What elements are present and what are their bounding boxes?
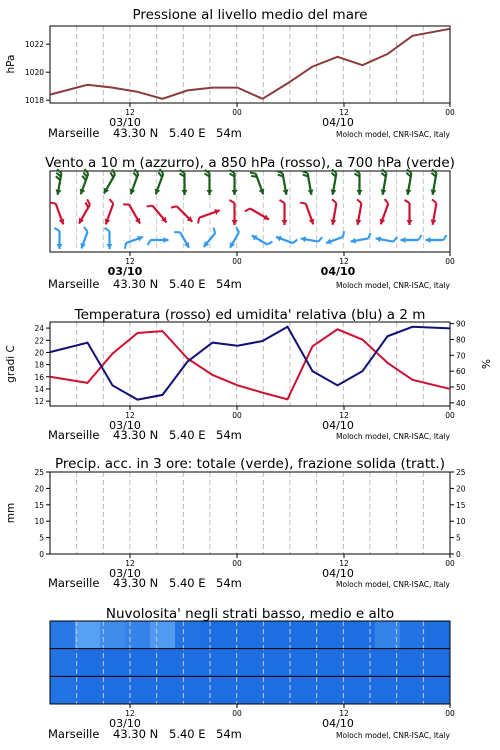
cloud-cell-alto: [50, 621, 76, 649]
wind-arrow-10m: [376, 236, 398, 242]
wind-barb: [419, 235, 422, 240]
wind-barb: [83, 172, 87, 177]
humidity-axis-label: %: [481, 359, 493, 369]
wind-barb: [50, 203, 56, 204]
hour-tick-label: 00: [232, 559, 242, 568]
wind-arrow-700hPa: [155, 169, 164, 194]
station-lat: 43.30 N: [113, 428, 159, 442]
y-tick-label-right: 80: [456, 335, 466, 345]
wind-arrow-700hPa: [56, 169, 62, 194]
wind-arrow-700hPa: [302, 171, 313, 195]
wind-barb: [105, 228, 110, 231]
wind-head: [282, 220, 288, 225]
y-tick-label-right: 0: [456, 550, 461, 559]
model-credit: Moloch model, CNR-ISAC, Italy: [336, 731, 450, 740]
hour-tick-label: 00: [445, 108, 455, 117]
wind-arrow-850hPa: [198, 209, 220, 223]
y-tick-label-right: 70: [456, 351, 466, 361]
cloud-panel: [48, 621, 455, 741]
station-lon: 5.40 E: [169, 126, 206, 140]
hour-tick-label: 12: [125, 257, 135, 266]
station-lat: 43.30 N: [113, 277, 159, 291]
wind-barb: [293, 239, 298, 243]
wind-head: [164, 237, 169, 243]
chart-title: Precip. acc. in 3 ore: totale (verde), frazione solida (tratt.): [55, 456, 445, 472]
y-tick-label-right: 25: [456, 468, 466, 477]
cloud-cell-basso: [425, 676, 451, 704]
date-label: 04/10: [322, 116, 354, 129]
cloud-cell-medio: [50, 649, 76, 677]
cloud-cell-medio: [150, 649, 176, 677]
hour-tick-label: 12: [339, 257, 349, 266]
station-name: Marseille: [48, 428, 100, 442]
hour-tick-label: 00: [232, 709, 242, 718]
y-tick-label: 14: [34, 384, 44, 394]
temperature-line: [50, 329, 450, 399]
date-label: 03/10: [107, 265, 143, 278]
station-lon: 5.40 E: [169, 428, 206, 442]
cloud-cell-alto: [125, 621, 151, 649]
wind-arrow-700hPa: [355, 170, 363, 195]
pressure-axis-label: hPa: [5, 54, 17, 74]
wind-barb: [332, 199, 336, 203]
wind-arrow-10m: [276, 236, 297, 243]
plot-frame: [50, 26, 450, 103]
y-tick-label: 10: [34, 517, 44, 527]
wind-head: [232, 190, 238, 195]
temperature-axis-label: gradi C: [5, 345, 17, 383]
chart-title: Vento a 10 m (azzurro), a 850 hPa (rosso), a 700 hPa (verde): [45, 155, 455, 171]
hour-tick-label: 12: [125, 559, 135, 568]
cloud-cell-alto: [425, 621, 451, 649]
date-label: 04/10: [320, 265, 356, 278]
wind-arrow-850hPa: [380, 199, 389, 224]
chart-title: Pressione al livello medio del mare: [132, 7, 368, 23]
wind-arrow-850hPa: [280, 200, 288, 225]
wind-head: [182, 190, 188, 195]
wind-head: [357, 190, 363, 195]
wind-head: [57, 244, 63, 249]
wind-barb: [385, 199, 389, 204]
hour-tick-label: 12: [339, 411, 349, 420]
hour-tick-label: 12: [125, 108, 135, 117]
wind-arrow-850hPa: [50, 203, 64, 225]
wind-barb: [357, 199, 361, 203]
y-tick-label-right: 20: [456, 484, 466, 494]
wind-arrow-10m: [326, 231, 344, 244]
hour-tick-label: 00: [445, 257, 455, 266]
station-elev: 54m: [216, 428, 242, 442]
wind-arrow-700hPa: [80, 169, 89, 194]
wind-arrow-700hPa: [406, 169, 412, 194]
wind-arrow-700hPa: [104, 169, 115, 193]
cloud-cell-basso: [250, 676, 276, 704]
cloud-cell-medio: [250, 649, 276, 677]
precip-axis-label: mm: [5, 502, 17, 524]
y-tick-label: 24: [34, 324, 44, 334]
y-tick-label: 1018: [24, 96, 44, 106]
y-tick-label: 1020: [24, 68, 44, 78]
wind-arrow-850hPa: [356, 199, 362, 224]
cloud-cell-medio: [400, 649, 426, 677]
cloud-cell-alto: [250, 621, 276, 649]
y-tick-label: 15: [34, 500, 44, 510]
cloud-cell-alto: [400, 621, 426, 649]
wind-arrow-850hPa: [331, 199, 337, 224]
cloud-cell-basso: [200, 676, 226, 704]
date-label: 04/10: [322, 717, 354, 730]
station-lat: 43.30 N: [113, 576, 159, 590]
wind-barb: [148, 240, 151, 245]
cloud-cell-alto: [200, 621, 226, 649]
cloud-cell-basso: [225, 676, 251, 704]
cloud-cell-medio: [225, 649, 251, 677]
wind-barb: [405, 200, 410, 203]
precipitation-panel: [5, 468, 466, 590]
cloud-cell-medio: [350, 649, 376, 677]
y-tick-label: 20: [34, 484, 44, 494]
y-tick-label-right: 90: [456, 319, 466, 329]
y-tick-label-right: 5: [456, 533, 461, 543]
cloud-cell-medio: [75, 649, 101, 677]
wind-barb: [230, 200, 235, 203]
wind-panel: [48, 169, 455, 291]
date-label: 03/10: [109, 116, 141, 129]
wind-barb: [125, 243, 126, 249]
hour-tick-label: 00: [232, 257, 242, 266]
wind-arrow-10m: [351, 233, 371, 244]
date-label: 03/10: [109, 419, 141, 432]
model-credit: Moloch model, CNR-ISAC, Italy: [336, 281, 450, 290]
wind-arrow-850hPa: [300, 203, 314, 225]
wind-barb: [110, 172, 113, 177]
cloud-cell-basso: [125, 676, 151, 704]
wind-arrow-850hPa: [79, 199, 90, 223]
y-tick-label-right: 10: [456, 517, 466, 527]
cloud-cell-alto: [275, 621, 301, 649]
wind-arrow-700hPa: [180, 170, 188, 195]
wind-head: [207, 190, 213, 195]
cloud-cell-basso: [325, 676, 351, 704]
wind-arrow-10m: [80, 227, 87, 248]
cloud-cell-alto: [175, 621, 201, 649]
wind-barb: [85, 202, 88, 207]
wind-head: [107, 244, 113, 249]
y-tick-label-right: 50: [456, 382, 466, 392]
y-tick-label: 22: [34, 336, 44, 346]
wind-barb: [444, 235, 447, 240]
wind-barb: [318, 237, 322, 241]
wind-barb: [87, 199, 90, 204]
station-lon: 5.40 E: [169, 727, 206, 741]
wind-barb: [300, 203, 306, 204]
wind-arrow-10m: [426, 235, 447, 243]
wind-arrow-700hPa: [431, 169, 437, 194]
wind-arrow-700hPa: [250, 173, 264, 195]
model-credit: Moloch model, CNR-ISAC, Italy: [336, 432, 450, 441]
wind-barb: [343, 231, 344, 237]
cloud-cell-alto: [150, 621, 176, 649]
wind-arrow-10m: [230, 227, 239, 248]
y-tick-label-right: 40: [456, 398, 466, 408]
wind-barb: [84, 227, 88, 232]
station-name: Marseille: [48, 277, 100, 291]
wind-arrow-850hPa: [245, 209, 269, 220]
cloud-cell-alto: [325, 621, 351, 649]
cloud-cell-medio: [175, 649, 201, 677]
y-tick-label: 25: [34, 468, 44, 477]
y-tick-label: 1022: [24, 40, 44, 50]
y-tick-label: 20: [34, 348, 44, 358]
cloud-cell-alto: [75, 621, 101, 649]
y-tick-label: 0: [39, 550, 44, 559]
cloud-cell-basso: [400, 676, 426, 704]
station-name: Marseille: [48, 727, 100, 741]
pressure-line: [50, 29, 450, 99]
y-tick-label-right: 15: [456, 500, 466, 510]
date-label: 03/10: [109, 717, 141, 730]
y-tick-label: 16: [34, 372, 44, 382]
station-lon: 5.40 E: [169, 277, 206, 291]
cloud-cell-basso: [50, 676, 76, 704]
wind-arrow-700hPa: [381, 169, 387, 194]
cloud-cell-medio: [200, 649, 226, 677]
wind-arrow-10m: [55, 228, 63, 249]
hour-tick-label: 00: [445, 559, 455, 568]
station-elev: 54m: [216, 576, 242, 590]
wind-barb: [158, 172, 162, 177]
wind-barb: [250, 173, 256, 174]
cloud-cell-medio: [300, 649, 326, 677]
pressure-panel: [5, 26, 455, 140]
hour-tick-label: 12: [339, 559, 349, 568]
cloud-cell-basso: [300, 676, 326, 704]
y-tick-label: 12: [34, 397, 44, 407]
wind-arrow-700hPa: [205, 170, 213, 195]
plot-frame: [50, 472, 450, 554]
station-lat: 43.30 N: [113, 126, 159, 140]
wind-arrow-850hPa: [171, 206, 192, 222]
cloud-cell-basso: [75, 676, 101, 704]
wind-arrow-700hPa: [331, 169, 337, 194]
cloud-cell-basso: [175, 676, 201, 704]
cloud-cell-alto: [225, 621, 251, 649]
wind-arrow-850hPa: [405, 200, 413, 225]
cloud-cell-basso: [150, 676, 176, 704]
wind-arrow-10m: [148, 237, 169, 245]
wind-barb: [245, 209, 250, 212]
station-lon: 5.40 E: [169, 576, 206, 590]
wind-arrow-10m: [401, 235, 422, 243]
date-label: 03/10: [109, 567, 141, 580]
wind-arrow-850hPa: [431, 199, 437, 224]
station-name: Marseille: [48, 576, 100, 590]
wind-barb: [110, 199, 114, 204]
wind-arrow-10m: [252, 235, 273, 244]
station-name: Marseille: [48, 126, 100, 140]
wind-arrow-700hPa: [130, 169, 139, 194]
wind-arrow-10m: [125, 236, 143, 249]
hour-tick-label: 00: [445, 709, 455, 718]
wind-barb: [432, 199, 436, 203]
hour-tick-label: 00: [232, 411, 242, 420]
wind-head: [407, 220, 413, 225]
cloud-cell-medio: [275, 649, 301, 677]
wind-barb: [147, 206, 153, 207]
wind-barb: [213, 228, 215, 234]
station-lat: 43.30 N: [113, 727, 159, 741]
y-tick-label-right: 60: [456, 367, 466, 377]
wind-barb: [280, 200, 285, 203]
hour-tick-label: 00: [445, 411, 455, 420]
hour-tick-label: 12: [125, 709, 135, 718]
wind-barb: [267, 242, 272, 245]
hour-tick-label: 12: [125, 411, 135, 420]
wind-arrow-10m: [301, 236, 323, 242]
chart-title: Temperatura (rosso) ed umidita' relativa (blu) a 2 m: [74, 307, 426, 323]
wind-head: [401, 237, 406, 243]
hour-tick-label: 00: [232, 108, 242, 117]
chart-title: Nuvolosita' negli strati basso, medio e alto: [105, 606, 395, 622]
wind-arrow-850hPa: [123, 204, 140, 223]
wind-arrow-10m: [174, 232, 189, 248]
cloud-cell-alto: [300, 621, 326, 649]
wind-barb: [251, 176, 257, 177]
station-elev: 54m: [216, 126, 242, 140]
wind-barb: [133, 172, 137, 177]
model-credit: Moloch model, CNR-ISAC, Italy: [336, 580, 450, 589]
cloud-cell-medio: [125, 649, 151, 677]
temperature-panel: [5, 320, 493, 442]
hour-tick-label: 12: [339, 709, 349, 718]
wind-arrow-700hPa: [277, 171, 288, 195]
wind-barb: [82, 176, 86, 181]
y-tick-label: 18: [34, 360, 44, 370]
date-label: 04/10: [322, 419, 354, 432]
wind-barb: [55, 228, 60, 231]
cloud-cell-basso: [275, 676, 301, 704]
cloud-cell-medio: [325, 649, 351, 677]
hour-tick-label: 12: [339, 108, 349, 117]
model-credit: Moloch model, CNR-ISAC, Italy: [336, 130, 450, 139]
wind-arrow-850hPa: [105, 199, 114, 224]
date-label: 04/10: [322, 567, 354, 580]
cloud-cell-medio: [425, 649, 451, 677]
wind-head: [426, 237, 431, 243]
station-elev: 54m: [216, 727, 242, 741]
cloud-cell-basso: [350, 676, 376, 704]
wind-arrow-10m: [105, 228, 113, 249]
station-elev: 54m: [216, 277, 242, 291]
y-tick-label: 5: [39, 533, 44, 543]
cloud-cell-alto: [350, 621, 376, 649]
wind-barb: [171, 206, 177, 207]
wind-barb: [198, 218, 199, 224]
